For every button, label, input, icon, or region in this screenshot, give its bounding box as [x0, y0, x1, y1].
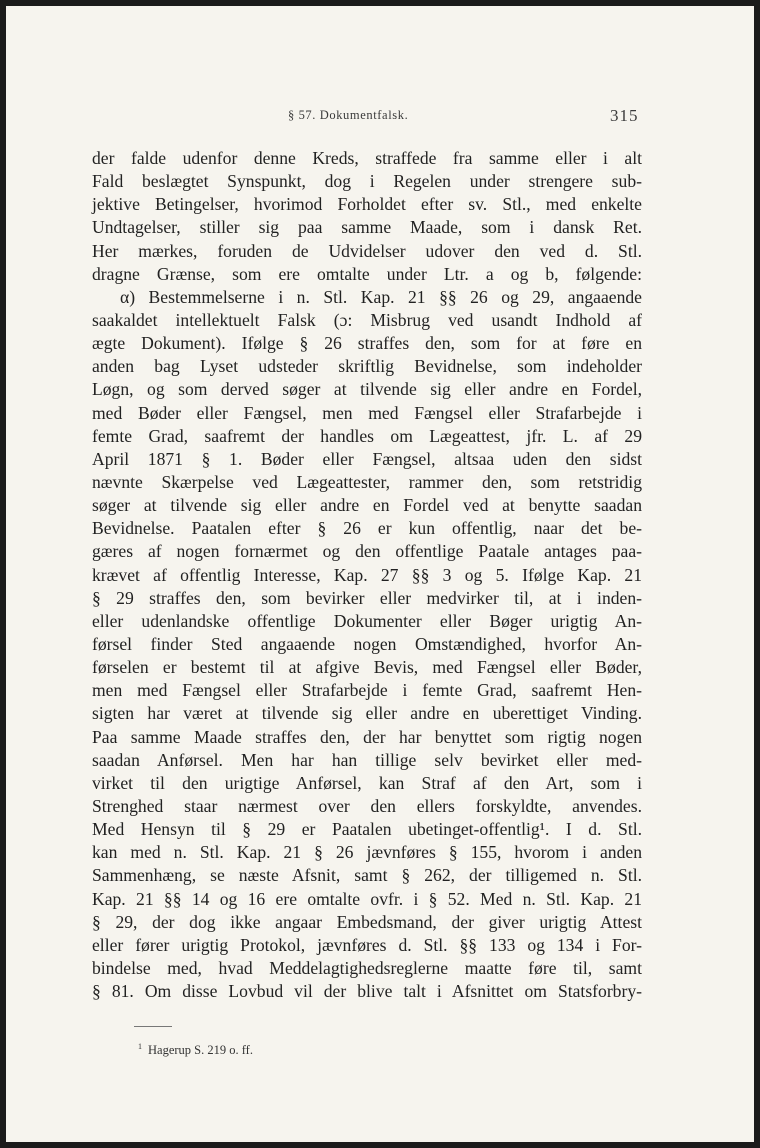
section-heading: § 57. Dokumentfalsk. [288, 108, 409, 122]
text-line: § 81. Om disse Lovbud vil der blive talt i Afsnittet om Statsforbry- [92, 981, 642, 1002]
running-header [6, 108, 754, 132]
text-line: anden bag Lyset udsteder skriftlig Bevidnelse, som indeholder [92, 356, 642, 377]
text-line: med Bøder eller Fængsel, men med Fængsel eller Strafarbejde i [92, 402, 642, 423]
text-line: førselen er bestemt til at afgive Bevis, med Fængsel eller Bøder, [92, 657, 642, 678]
body-text [92, 147, 642, 1003]
text-line: Bevidnelse. Paatalen efter § 26 er kun offentlig, naar det be- [92, 518, 642, 539]
text-line: virket til den urigtige Anførsel, kan Straf af den Art, som i [92, 772, 642, 793]
text-line: dragne Grænse, som ere omtalte under Ltr. a og b, følgende: [92, 263, 642, 284]
text-line: α) Bestemmelserne i n. Stl. Kap. 21 §§ 26 og 29, angaaende [120, 286, 642, 307]
text-line: kan med n. Stl. Kap. 21 § 26 jævnføres § 155, hvorom i anden [92, 842, 642, 863]
text-line: femte Grad, saafremt der handles om Lægeattest, jfr. L. af 29 [92, 425, 642, 446]
text-line: April 1871 § 1. Bøder eller Fængsel, altsaa uden den sidst [92, 448, 642, 469]
text-line: jektive Betingelser, hvorimod Forholdet efter sv. Stl., med enkelte [92, 194, 642, 215]
text-line: Her mærkes, foruden de Udvidelser udover den ved d. Stl. [92, 240, 642, 261]
text-line: Strenghed staar nærmest over den ellers forskyldte, anvendes. [92, 795, 642, 816]
text-line: Sammenhæng, se næste Afsnit, samt § 262, der tilligemed n. Stl. [92, 865, 642, 886]
text-line: saadan Anførsel. Men har han tillige selv bevirket eller med- [92, 749, 642, 770]
text-line: Fald beslægtet Synspunkt, dog i Regelen under strengere sub- [92, 171, 642, 192]
text-line: Løgn, og som derved søger at tilvende sig eller andre en Fordel, [92, 379, 642, 400]
text-line: bindelse med, hvad Meddelagtighedsreglerne maatte føre til, samt [92, 957, 642, 978]
footnote-divider [134, 1026, 172, 1027]
text-line: Kap. 21 §§ 14 og 16 ere omtalte ovfr. i § 52. Med n. Stl. Kap. 21 [92, 888, 642, 909]
text-line: Undtagelser, stiller sig paa samme Maade, som i dansk Ret. [92, 217, 642, 238]
footnote-marker: 1 [138, 1042, 142, 1051]
text-line: der falde udenfor denne Kreds, straffede fra samme eller i alt [92, 148, 642, 168]
text-line: førsel finder Sted angaaende nogen Omstændighed, hvorfor An- [92, 633, 642, 654]
book-page [6, 6, 754, 1142]
text-line: § 29, der dog ikke angaar Embedsmand, der giver urigtig Attest [92, 911, 642, 932]
text-line: Med Hensyn til § 29 er Paatalen ubetinget-offentlig¹. I d. Stl. [92, 819, 642, 840]
text-line: men med Fængsel eller Strafarbejde i femte Grad, saafremt Hen- [92, 680, 642, 701]
text-line: ægte Dokument). Ifølge § 26 straffes den, som for at føre en [92, 333, 642, 354]
footnote [138, 1042, 253, 1058]
text-line: § 29 straffes den, som bevirker eller medvirker til, at i inden- [92, 587, 642, 608]
text-line: Paa samme Maade straffes den, der har benyttet som rigtig nogen [92, 726, 642, 747]
footnote-text: Hagerup S. 219 o. ff. [148, 1043, 253, 1058]
page-number: 315 [610, 106, 639, 125]
text-line: sigten har været at tilvende sig eller andre en uberettiget Vinding. [92, 703, 642, 724]
text-line: gæres af nogen fornærmet og den offentlige Paatale antages paa- [92, 541, 642, 562]
text-line: krævet af offentlig Interesse, Kap. 27 §§ 3 og 5. Ifølge Kap. 21 [92, 564, 642, 585]
text-line: eller fører urigtig Protokol, jævnføres d. Stl. §§ 133 og 134 i For- [92, 934, 642, 955]
text-line: nævnte Skærpelse ved Lægeattester, rammer den, som retstridig [92, 471, 642, 492]
text-line: saakaldet intellektuelt Falsk (ɔ: Misbrug ved usandt Indhold af [92, 309, 642, 330]
text-line: eller udenlandske offentlige Dokumenter eller Bøger urigtig An- [92, 610, 642, 631]
text-line: søger at tilvende sig eller andre en Fordel ved at benytte saadan [92, 495, 642, 516]
